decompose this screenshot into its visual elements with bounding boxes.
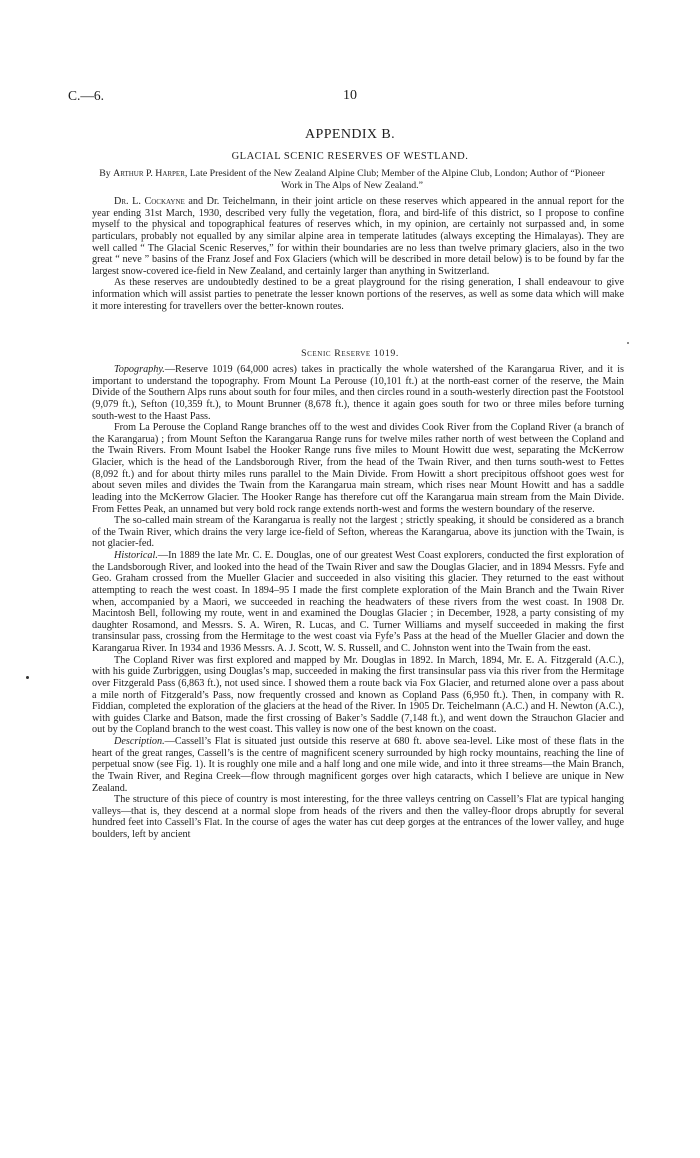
paragraph-text: The Copland River was first explored and mapped by Mr. Douglas in 1892. In March, 1894, Mr. E. A. Fitzgerald (A.C.), with his guide Zurbriggen, using Douglas’s map, succeeded in making the first transinsular pass via this river from the Hermitage over Fitzgerald Pass (6,863 ft.), not used since. I showed them a route back via Fox Glacier, and returned alone over a pass about a mile north of Fitzgerald’s Pass, now frequently crossed and known as Copland Pass (6,950 ft.). Then, in company with R. Fiddian, completed the exploration of the glaciers at the head of the River. In 1905 Dr. Teichelmann (A.C.) and H. Newton (A.C.), with guides Clarke and Batson, made the first crossing of Baker’s Saddle (7,148 ft.), and went down the Strauchon Glacier and out by the Copland branch to the west coast. This valley is now one of the best known on the coast. (92, 654, 624, 736)
byline-by: By (99, 168, 111, 179)
page-number: 10 (343, 88, 357, 103)
paragraph (92, 550, 624, 655)
paragraph-label: Topography. (114, 364, 165, 375)
intro-text (92, 196, 624, 312)
paragraph (92, 736, 624, 794)
article-title: GLACIAL SCENIC RESERVES OF WESTLAND. (231, 151, 469, 162)
paragraph-label: Historical. (114, 550, 158, 561)
document-reference: C.—6. (68, 88, 105, 103)
paragraph-text: The so-called main stream of the Karangarua is really not the largest ; strictly speaking, it should be considered as a branch of the Twain River, which drains the very large ice-field of Sefton, whereas the Karangarua, above its junction with the Twain, is not glacier-fed. (92, 515, 624, 550)
paragraph-text: —Reserve 1019 (64,000 acres) takes in practically the whole watershed of the Karangarua River, and it is important to understand the topography. From Mount La Perouse (10,101 ft.) at the north-east corner of the reserve, the Main Divide of the Southern Alps runs about south for four miles, and then circles round in a south-westerly direction past the Footstool (9,079 ft.), Sefton (10,359 ft.), to Mount Brunner (8,678 ft.), thence it again goes south for two or three miles before turning south-west to the Haast Pass. (92, 364, 624, 422)
paragraph (92, 422, 624, 515)
paragraph-label: Description. (114, 736, 165, 747)
author-credentials: , Late President of the New Zealand Alpine Club; Member of the Alpine Club, London; Author of “Pioneer Work in The Alps of New Zealand.” (184, 168, 605, 191)
print-speck (627, 342, 629, 344)
paragraph-text: —Cassell’s Flat is situated just outside this reserve at 680 ft. above sea-level. Like most of these flats in the heart of the great ranges, Cassell’s is the centre of magnificent scenery surrounded by high rocky mountains, reaching the line of perpetual snow (see Fig. 1). It is roughly one mile and a half long and one mile wide, and into it three streams—the Main Branch, the Twain River, and Regina Creek—flow through magnificent gorges over high cataracts, which I believe are unique in New Zealand. (92, 736, 624, 794)
paragraph (92, 655, 624, 736)
section-heading: Scenic Reserve 1019. (301, 348, 399, 359)
paragraph-text: The structure of this piece of country is most interesting, for the three valleys centring on Cassell’s Flat are typical hanging valleys—that is, they descend at a normal slope from heads of the rivers and then the valley-floor drops abruptly for several hundred feet into Cassell’s Flat. In the course of ages the water has cut deep gorges at the entrances of the lower valley, and huge boulders, left by ancient (92, 794, 624, 840)
paragraph-text: From La Perouse the Copland Range branches off to the west and divides Cook River from the Copland River (a branch of the Karangarua) ; from Mount Sefton the Karangarua Range runs for twelve miles rather north of west between the Copland and the Twain Rivers. From Mount Isabel the Hooker Range runs five miles to Mount Howitt due west, separating the McKerrow Glacier, which is the head of the Landsborough River, from the head of the Twain River, and then turns south-west to Fettes (8,092 ft.) and for about thirty miles runs parallel to the Main Divide. From Howitt a short precipitous offshoot goes west for about seven miles and divides the Twain from the Karangarua main stream, which rises near Mount Howitt and has a saddle leading into the McKerrow Glacier. The Hooker Range has therefore cut off the Karangarua main stream from the Main Divide. From Fettes Peak, an unnamed but very bold rock range extends north-west and forms the western boundary of the reserve. (92, 422, 624, 515)
paragraph-text: —In 1889 the late Mr. C. E. Douglas, one of our greatest West Coast explorers, conducted the first exploration of the Landsborough River, and looked into the head of the Twain River and saw the Douglas Glacier, and in 1894 Messrs. Fyfe and Geo. Graham crossed from the Mueller Glacier and succeeded in also visiting this glacier. They returned to the east without attempting to reach the west coast. In 1894–95 I made the first complete exploration of the Main Branch and the Twain River when, accompanied by a Maori, we succeeded in reaching the headwaters of these rivers from the west coast. In 1908 Dr. Macintosh Bell, following my route, went in and examined the Douglas Glacier ; in December, 1928, a party consisting of my daughter Rosamond, and Messrs. S. A. Wiren, R. Lucas, and C. Turner Williams and myself succeeded in making the first transinsular pass, crossing from the Hermitage to the west coast via Fyfe’s Pass at the head of the Mueller Glacier and down the Karangarua River. In 1934 and 1936 Messrs. A. J. Scott, W. S. Russell, and C. Johnston went into the Twain from the east. (92, 550, 624, 654)
paragraph-text: As these reserves are undoubtedly destined to be a great playground for the rising generation, I shall endeavour to give information which will assist parties to penetrate the lesser known portions of the reserves, as well as some data which will make it more interesting for travellers over the better-known routes. (92, 277, 624, 312)
paragraph (92, 794, 624, 841)
reserve-text (92, 364, 624, 841)
paragraph-text: and Dr. Teichelmann, in their joint article on these reserves which appeared in the annual report for the year ending 31st March, 1930, described very fully the vegetation, flora, and bird-life of this district, so I propose to confine myself to the physical and topographical features of reserves which, in my opinion, are certainly not surpassed and, in some particulars, probably not equalled by any similar alpine area in temperate latitudes (always excepting the Himalayas). They are well called “ The Glacial Scenic Reserves,” for within their boundaries are no less than twelve primary glaciers, also in the two great “ neve ” basins of the Franz Josef and Fox Glaciers (which will be described in more detail below) is to be found by far the largest snow-covered ice-field in New Zealand, and certainly larger than anything in Switzerland. (92, 196, 624, 277)
margin-mark (26, 676, 29, 679)
appendix-title: APPENDIX B. (305, 127, 395, 142)
paragraph (92, 277, 624, 312)
author-byline (92, 168, 612, 191)
paragraph (92, 515, 624, 550)
paragraph (92, 364, 624, 422)
paragraph-lead: Dr. L. Cockayne (114, 196, 185, 207)
author-name: Arthur P. Harper (113, 168, 185, 179)
paragraph (92, 196, 624, 277)
